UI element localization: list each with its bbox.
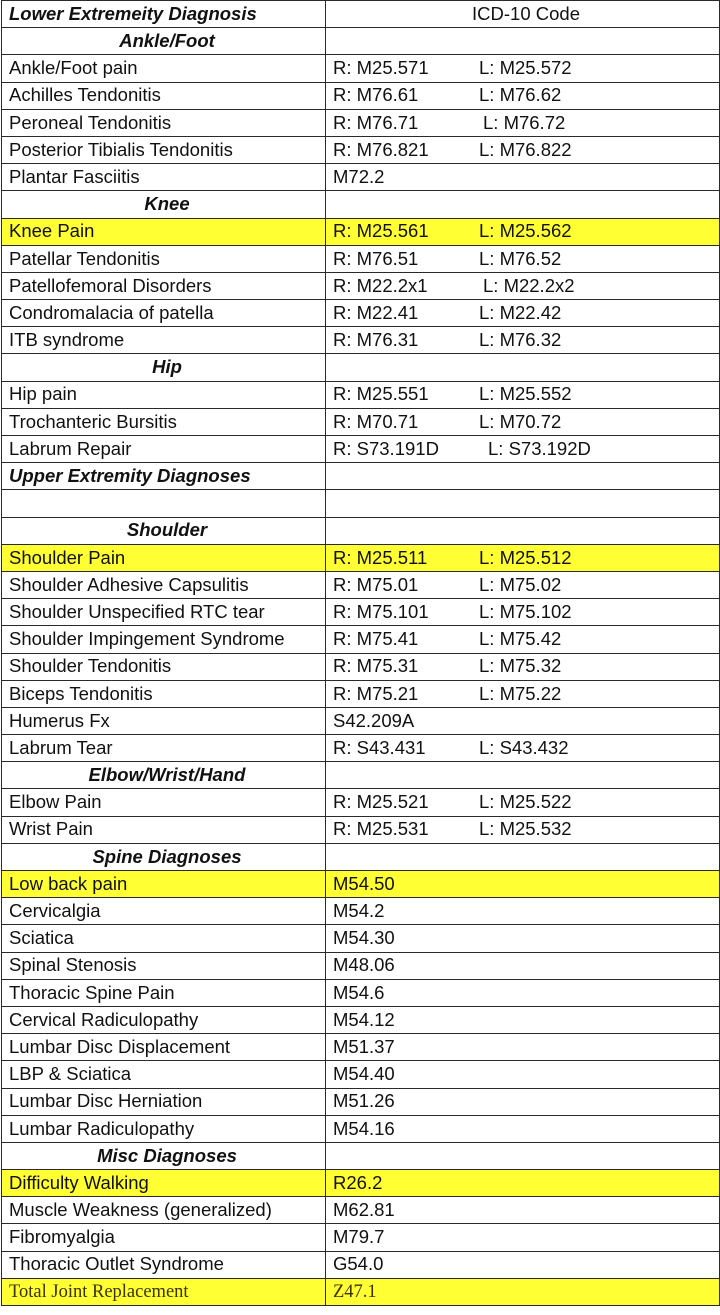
diagnosis-cell: Shoulder Impingement Syndrome [2,626,326,653]
right-side-code: R: S43.431 [333,736,426,758]
table-row [2,109,720,136]
icd10-code: S42.209A [333,709,415,731]
left-side-code: L: M25.562 [479,220,572,242]
diagnosis-cell: Elbow Pain [2,789,326,816]
section-header-row [2,191,720,218]
diagnosis-cell: Sciatica [2,925,326,952]
table-body [2,1,720,1306]
diagnosis-cell: Peroneal Tendonitis [2,109,326,136]
right-side-code: R: M75.01 [333,573,419,595]
diagnosis-column-header: Lower Extremeity Diagnosis [2,1,326,28]
left-side-code: L: M25.532 [479,818,572,840]
code-cell [326,762,720,789]
diagnosis-cell: Patellar Tendonitis [2,245,326,272]
icd10-code: M51.26 [333,1090,395,1112]
code-cell [326,436,720,463]
section-title: Upper Extremity Diagnoses [2,463,326,490]
left-side-code: L: M70.72 [479,410,562,432]
code-cell [326,1170,720,1197]
left-side-code: L: S73.192D [488,437,591,459]
diagnosis-cell: Posterior Tibialis Tendonitis [2,136,326,163]
code-cell [326,979,720,1006]
code-cell [326,272,720,299]
code-cell [326,680,720,707]
diagnosis-cell: Ankle/Foot pain [2,55,326,82]
code-cell [326,381,720,408]
diagnosis-cell: Thoracic Outlet Syndrome [2,1251,326,1278]
icd10-code: G54.0 [333,1253,384,1275]
code-cell [326,218,720,245]
left-side-code: L: M22.42 [479,301,562,323]
left-side-code: L: M76.72 [483,111,566,133]
diagnosis-cell: Wrist Pain [2,816,326,843]
diagnosis-cell: Labrum Tear [2,735,326,762]
code-cell [326,789,720,816]
code-cell [326,191,720,218]
right-side-code: R: M75.101 [333,600,429,622]
diagnosis-cell: Patellofemoral Disorders [2,272,326,299]
icd10-code: M72.2 [333,165,385,187]
left-side-code: L: M75.02 [479,573,562,595]
right-side-code: R: M76.61 [333,84,419,106]
table-row [2,381,720,408]
left-side-code: L: M25.522 [479,791,572,813]
diagnosis-cell: Low back pain [2,871,326,898]
icd10-code: M54.50 [333,872,395,894]
code-cell [326,816,720,843]
left-side-code: L: S43.432 [479,736,569,758]
code-cell [326,1034,720,1061]
right-side-code: R: M76.71 [333,111,419,133]
diagnosis-cell: Trochanteric Bursitis [2,408,326,435]
diagnosis-cell: Shoulder Tendonitis [2,653,326,680]
diagnosis-cell: LBP & Sciatica [2,1061,326,1088]
diagnosis-cell: Lumbar Radiculopathy [2,1115,326,1142]
diagnosis-cell: Cervical Radiculopathy [2,1006,326,1033]
table-row [2,626,720,653]
table-row [2,599,720,626]
diagnosis-cell: Shoulder Pain [2,544,326,571]
table-row [2,898,720,925]
section-header-row [2,517,720,544]
code-cell [326,735,720,762]
table-row [2,436,720,463]
code-cell [326,354,720,381]
blank-row [2,490,720,517]
icd10-code: M54.12 [333,1008,395,1030]
table-row [2,136,720,163]
code-cell [326,55,720,82]
code-cell [326,843,720,870]
diagnosis-cell: Condromalacia of patella [2,300,326,327]
section-title: Elbow/Wrist/Hand [2,762,326,789]
code-cell [326,82,720,109]
table-row [2,1197,720,1224]
icd10-code: R26.2 [333,1171,383,1193]
table-row [2,272,720,299]
code-cell [326,490,720,517]
right-side-code: R: M25.571 [333,57,429,79]
code-cell [326,300,720,327]
diagnosis-cell: Achilles Tendonitis [2,82,326,109]
section-header-row [2,28,720,55]
section-title: Knee [2,191,326,218]
icd10-code-table [1,0,720,1306]
table-row [2,1061,720,1088]
left-side-code: L: M76.62 [479,84,562,106]
section-header-row [2,843,720,870]
code-cell [326,1251,720,1278]
diagnosis-cell: Humerus Fx [2,707,326,734]
code-cell [326,898,720,925]
icd10-code: M79.7 [333,1226,385,1248]
table-row [2,707,720,734]
section-title: Spine Diagnoses [2,843,326,870]
table-row [2,218,720,245]
icd10-code: M51.37 [333,1035,395,1057]
diagnosis-cell: Lumbar Disc Displacement [2,1034,326,1061]
table-row [2,327,720,354]
right-side-code: R: M25.521 [333,791,429,813]
right-side-code: R: M25.551 [333,383,429,405]
icd10-code: M54.16 [333,1117,395,1139]
code-cell [326,544,720,571]
diagnosis-cell: Fibromyalgia [2,1224,326,1251]
right-side-code: R: M75.41 [333,628,419,650]
table-row [2,55,720,82]
left-side-code: L: M22.2x2 [483,274,575,296]
table-row [2,735,720,762]
code-cell [326,1278,720,1305]
diagnosis-cell: Thoracic Spine Pain [2,979,326,1006]
code-cell [326,517,720,544]
code-cell [326,408,720,435]
right-side-code: R: M25.531 [333,818,429,840]
code-cell [326,653,720,680]
diagnosis-cell: Difficulty Walking [2,1170,326,1197]
section-header-row [2,463,720,490]
right-side-code: R: M76.51 [333,247,419,269]
right-side-code: R: M76.821 [333,138,429,160]
code-cell [326,626,720,653]
table-row [2,544,720,571]
code-cell [326,164,720,191]
diagnosis-cell: ITB syndrome [2,327,326,354]
code-cell [326,571,720,598]
diagnosis-cell: Cervicalgia [2,898,326,925]
right-side-code: R: M75.31 [333,655,419,677]
right-side-code: R: M76.31 [333,329,419,351]
code-cell [326,925,720,952]
left-side-code: L: M75.32 [479,655,562,677]
table-row [2,816,720,843]
table-row [2,680,720,707]
left-side-code: L: M75.42 [479,628,562,650]
table-row [2,871,720,898]
icd10-code: M54.30 [333,927,395,949]
code-cell [326,707,720,734]
diagnosis-cell: Biceps Tendonitis [2,680,326,707]
diagnosis-cell: Shoulder Unspecified RTC tear [2,599,326,626]
section-header-row [2,354,720,381]
code-cell [326,28,720,55]
icd10-code: M48.06 [333,954,395,976]
section-title: Hip [2,354,326,381]
section-header-row [2,762,720,789]
table-row [2,1251,720,1278]
table-row [2,1006,720,1033]
diagnosis-cell: Total Joint Replacement [2,1278,326,1305]
right-side-code: R: M75.21 [333,682,419,704]
code-cell [326,952,720,979]
code-cell [326,136,720,163]
code-cell [326,327,720,354]
table-row [2,925,720,952]
table-row [2,1170,720,1197]
table-row [2,245,720,272]
icd10-code: M54.40 [333,1063,395,1085]
code-cell [326,1115,720,1142]
table-row [2,1034,720,1061]
left-side-code: L: M76.822 [479,138,572,160]
right-side-code: R: M22.2x1 [333,274,428,296]
right-side-code: R: M25.511 [333,546,428,568]
section-title: Shoulder [2,517,326,544]
diagnosis-cell: Plantar Fasciitis [2,164,326,191]
code-cell [326,871,720,898]
icd10-code: M54.2 [333,900,385,922]
left-side-code: L: M75.102 [479,600,572,622]
diagnosis-cell: Hip pain [2,381,326,408]
code-cell [326,1197,720,1224]
left-side-code: L: M25.512 [479,546,572,568]
table-header-row [2,1,720,28]
left-side-code: L: M76.52 [479,247,562,269]
table-row [2,1278,720,1305]
right-side-code: R: M25.561 [333,220,429,242]
code-cell [326,1006,720,1033]
code-cell [326,245,720,272]
code-cell [326,109,720,136]
table-row [2,789,720,816]
icd10-code: Z47.1 [333,1281,377,1302]
code-cell [326,1142,720,1169]
right-side-code: R: S73.191D [333,437,439,459]
diagnosis-cell [2,490,326,517]
table-row [2,979,720,1006]
diagnosis-cell: Spinal Stenosis [2,952,326,979]
icd10-code: M54.6 [333,981,385,1003]
table-row [2,653,720,680]
section-title: Ankle/Foot [2,28,326,55]
table-row [2,952,720,979]
code-cell [326,463,720,490]
table-row [2,82,720,109]
diagnosis-cell: Shoulder Adhesive Capsulitis [2,571,326,598]
left-side-code: L: M76.32 [479,329,562,351]
table-row [2,1224,720,1251]
section-header-row [2,1142,720,1169]
right-side-code: R: M22.41 [333,301,419,323]
code-cell [326,599,720,626]
diagnosis-cell: Lumbar Disc Herniation [2,1088,326,1115]
table-row [2,571,720,598]
icd10-code-column-header: ICD-10 Code [326,1,720,28]
left-side-code: L: M25.572 [479,57,572,79]
code-cell [326,1224,720,1251]
diagnosis-cell: Knee Pain [2,218,326,245]
section-title: Misc Diagnoses [2,1142,326,1169]
table-row [2,408,720,435]
table-row [2,1088,720,1115]
left-side-code: L: M25.552 [479,383,572,405]
code-cell [326,1088,720,1115]
table-row [2,1115,720,1142]
diagnosis-cell: Muscle Weakness (generalized) [2,1197,326,1224]
table-row [2,300,720,327]
left-side-code: L: M75.22 [479,682,562,704]
code-cell [326,1061,720,1088]
right-side-code: R: M70.71 [333,410,419,432]
table-row [2,164,720,191]
diagnosis-cell: Labrum Repair [2,436,326,463]
icd10-code: M62.81 [333,1199,395,1221]
